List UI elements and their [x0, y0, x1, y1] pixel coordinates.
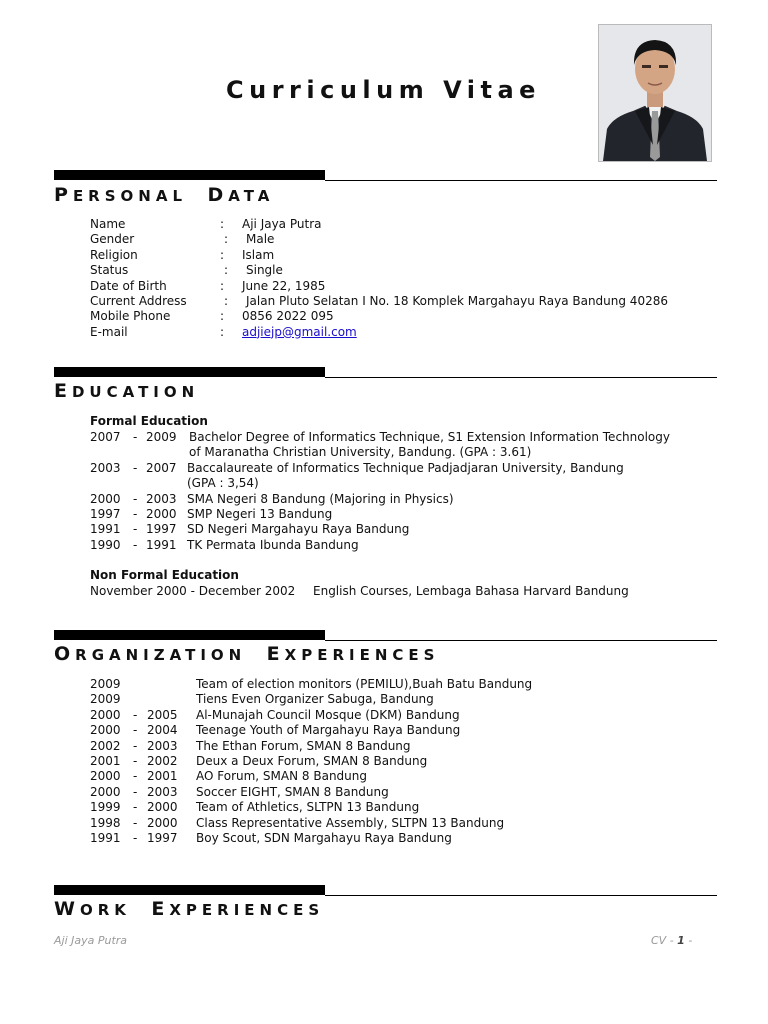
- personal-row-religion: Religion : Islam: [90, 247, 275, 262]
- section-heading-organization-experiences: ORGANIZATION EXPERIENCES: [54, 643, 440, 665]
- section-bar-organization: [54, 630, 325, 640]
- personal-row-current-address: Current Address : Jalan Pluto Selatan I No. 18 Komplek Margahayu Raya Bandung 40286: [90, 293, 668, 308]
- organization-row: 1998 - 2000 Class Representative Assembly, SLTPN 13 Bandung: [90, 815, 505, 830]
- email-link[interactable]: adjiejp@gmail.com: [242, 324, 357, 339]
- section-rule-work: [325, 895, 717, 896]
- section-rule-education: [325, 377, 717, 378]
- profile-photo: [598, 24, 712, 162]
- personal-row-status: Status : Single: [90, 263, 283, 278]
- section-heading-education: EDUCATION: [54, 380, 200, 402]
- personal-row-email: E-mail : adjiejp@gmail.com: [90, 324, 357, 339]
- personal-row-date-of-birth: Date of Birth : June 22, 1985: [90, 278, 326, 293]
- education-row: 1997 - 2000 SMP Negeri 13 Bandung: [90, 506, 333, 521]
- education-row: 1990 - 1991 TK Permata Ibunda Bandung: [90, 537, 359, 552]
- education-row: of Maranatha Christian University, Bandung. (GPA : 3.61): [189, 445, 532, 460]
- organization-row: 2002 - 2003 The Ethan Forum, SMAN 8 Bandung: [90, 738, 411, 753]
- education-row: 2003 - 2007 Baccalaureate of Informatics Technique Padjadjaran University, Bandung: [90, 460, 624, 475]
- organization-row: 2009 Tiens Even Organizer Sabuga, Bandung: [90, 692, 434, 707]
- formal-education-list: [90, 430, 710, 553]
- section-heading-personal-data: PERSONAL DATA: [54, 184, 275, 206]
- organization-row: 2000 - 2003 Soccer EIGHT, SMAN 8 Bandung: [90, 784, 389, 799]
- organization-row: 2000 - 2005 Al-Munajah Council Mosque (DKM) Bandung: [90, 707, 460, 722]
- organization-row: 2000 - 2001 AO Forum, SMAN 8 Bandung: [90, 769, 367, 784]
- footer-page-number: CV - 1 -: [651, 934, 693, 947]
- formal-education-title: Formal Education: [90, 414, 208, 428]
- section-bar-work: [54, 885, 325, 895]
- section-rule-personal: [325, 180, 717, 181]
- footer-author: Aji Jaya Putra: [54, 934, 128, 947]
- personal-row-mobile-phone: Mobile Phone : 0856 2022 095: [90, 309, 334, 324]
- section-bar-personal: [54, 170, 325, 180]
- organization-list: [90, 677, 710, 846]
- education-row: 1991 - 1997 SD Negeri Margahayu Raya Bandung: [90, 522, 410, 537]
- education-row: (GPA : 3,54): [187, 476, 259, 491]
- document-title: Curriculum Vitae: [226, 76, 541, 104]
- section-bar-education: [54, 367, 325, 377]
- education-row: 2000 - 2003 SMA Negeri 8 Bandung (Majoring in Physics): [90, 491, 454, 506]
- personal-row-name: Name : Aji Jaya Putra: [90, 217, 322, 231]
- section-heading-work-experiences: WORK EXPERIENCES: [54, 898, 325, 920]
- personal-data-list: [90, 217, 710, 340]
- education-row: 2007 - 2009 Bachelor Degree of Informatics Technique, S1 Extension Information Technology: [90, 430, 670, 444]
- organization-row: 1999 - 2000 Team of Athletics, SLTPN 13 Bandung: [90, 800, 420, 815]
- non-formal-education-title: Non Formal Education: [90, 568, 239, 582]
- person-portrait-icon: [599, 25, 711, 161]
- organization-row: 2009 Team of election monitors (PEMILU),Buah Batu Bandung: [90, 677, 533, 691]
- non-formal-education-row: November 2000 - December 2002 English Courses, Lembaga Bahasa Harvard Bandung: [90, 584, 629, 598]
- personal-row-gender: Gender : Male: [90, 232, 275, 247]
- organization-row: 1991 - 1997 Boy Scout, SDN Margahayu Raya Bandung: [90, 830, 452, 845]
- section-rule-organization: [325, 640, 717, 641]
- organization-row: 2001 - 2002 Deux a Deux Forum, SMAN 8 Bandung: [90, 753, 428, 768]
- organization-row: 2000 - 2004 Teenage Youth of Margahayu Raya Bandung: [90, 723, 461, 738]
